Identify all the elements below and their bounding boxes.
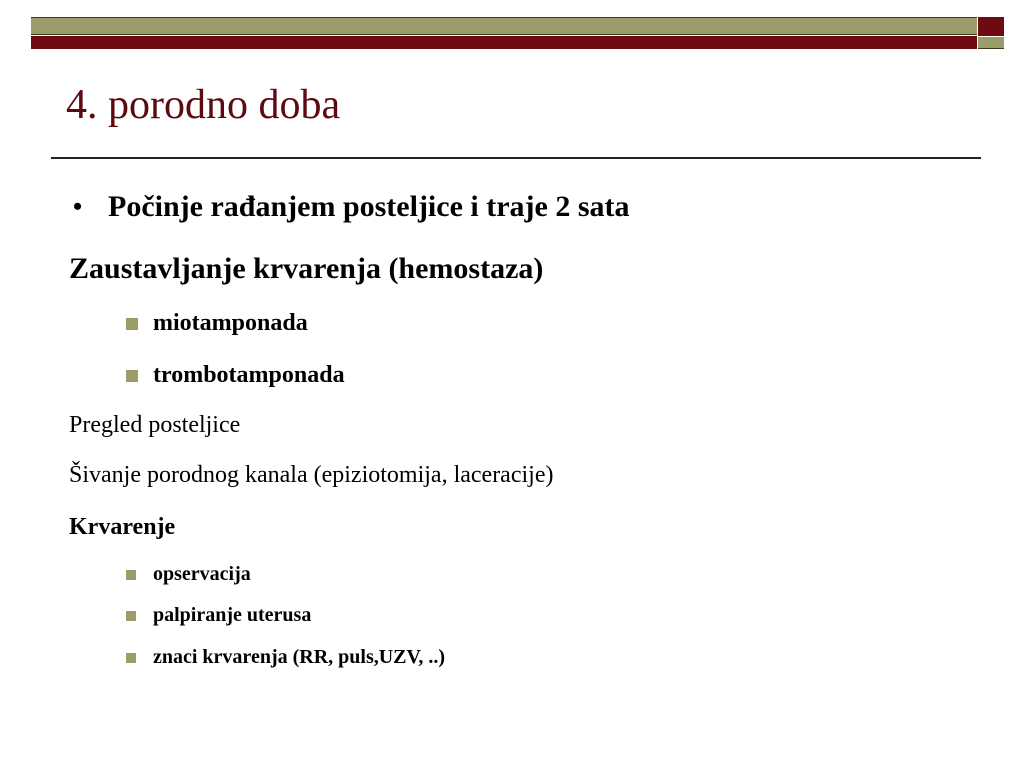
- list-item: Krvarenje: [69, 514, 176, 540]
- list-item: Pregled posteljice: [69, 412, 241, 438]
- square-bullet-icon: [126, 318, 138, 330]
- header-decoration: [0, 0, 1024, 60]
- list-item: trombotamponada: [153, 362, 345, 388]
- square-bullet-icon: [126, 570, 136, 580]
- round-bullet-icon: •: [73, 192, 83, 221]
- list-item: Šivanje porodnog kanala (epiziotomija, laceracije): [69, 462, 554, 488]
- header-olive-square: [978, 37, 1004, 49]
- square-bullet-icon: [126, 611, 136, 621]
- square-bullet-icon: [126, 653, 136, 663]
- header-olive-stripe: [31, 17, 977, 35]
- list-item: znaci krvarenja (RR, puls,UZV, ..): [153, 646, 446, 668]
- square-bullet-icon: [126, 370, 138, 382]
- list-item: Počinje rađanjem posteljice i traje 2 sata: [108, 190, 630, 223]
- list-item: Zaustavljanje krvarenja (hemostaza): [69, 252, 544, 285]
- slide-title: 4. porodno doba: [66, 82, 341, 128]
- list-item: opservacija: [153, 563, 251, 585]
- title-divider: [51, 157, 981, 159]
- list-item: miotamponada: [153, 310, 308, 336]
- header-maroon-stripe: [31, 36, 977, 49]
- list-item: palpiranje uterusa: [153, 604, 312, 626]
- header-maroon-square: [978, 17, 1004, 36]
